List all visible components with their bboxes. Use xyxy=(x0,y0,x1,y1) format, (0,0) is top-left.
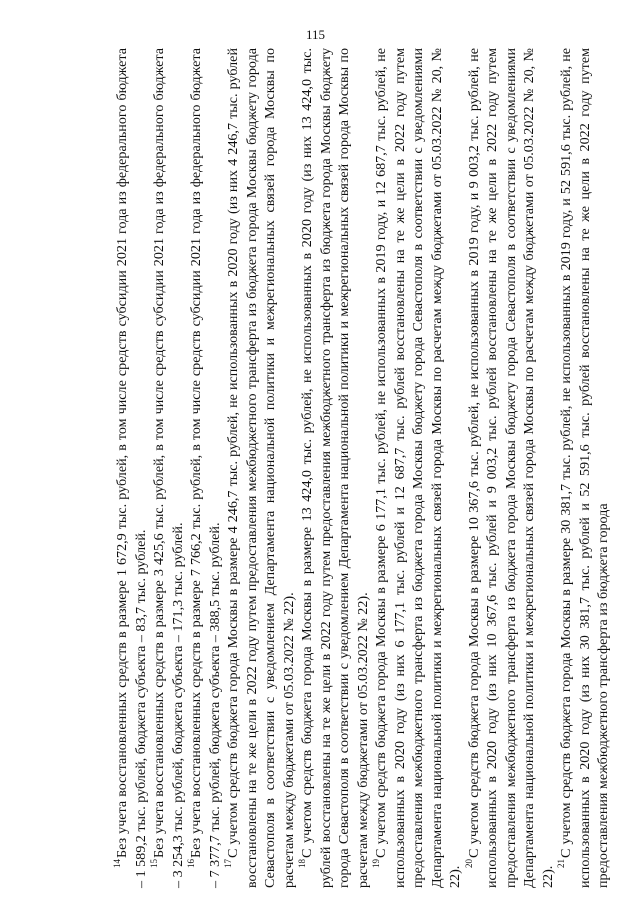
footnote-marker: 19 xyxy=(371,859,382,868)
footnote-text: С учетом средств бюджета города Москвы в размере 4 246,7 тыс. рублей, не использованных в 2020 году (из них 4 246,7 тыс. рублей восстановлены на те же цели в 2022 году путем предоставления межбюджетного трансферта из бюджета города Москвы бюджету города Севастополя в соответствии с уведомлением Департамента национальной политики и межрегиональных связей города Москвы по расчетам между бюджетами от 05.03.2022 № 22). xyxy=(225,48,297,888)
footnote-text: Без учета восстановленных средств в размере 7 766,2 тыс. рублей, в том числе средств субсидии 2021 года из федерального бюджета – 7 377,7 тыс. рублей, бюджета субъекта – 388,5 тыс. рублей. xyxy=(188,48,223,888)
footnote-15 xyxy=(150,48,187,888)
footnote-marker: 15 xyxy=(149,859,160,868)
footnote-marker: 16 xyxy=(186,859,197,868)
footnote-21 xyxy=(557,48,613,888)
footnote-marker: 20 xyxy=(463,859,474,868)
footnote-marker: 18 xyxy=(297,859,308,868)
footnotes-block xyxy=(113,48,618,888)
footnote-text: Без учета восстановленных средств в размере 3 425,6 тыс. рублей, в том числе средств субсидии 2021 года из федерального бюджета – 3 254,3 тыс. рублей, бюджета субъекта – 171,3 тыс. рублей. xyxy=(151,48,186,888)
footnote-18 xyxy=(298,48,372,888)
footnote-16 xyxy=(187,48,224,888)
footnote-text: С учетом средств бюджета города Москвы в размере 30 381,7 тыс. рублей, не использованных в 2019 году, и 52 591,6 тыс. рублей, не использованных в 2020 году (из них 30 381,7 тыс. рублей и 52 591,6 тыс. рублей восстановлены на те же цели в 2022 году путем предоставления межбюджетного трансферта из бюджета города xyxy=(558,48,611,888)
footnote-14 xyxy=(113,48,150,888)
footnote-marker: 14 xyxy=(112,859,123,868)
footnote-marker: 17 xyxy=(223,859,234,868)
footnote-text: С учетом средств бюджета города Москвы в размере 13 424,0 тыс. рублей, не использованных в 2020 году (из них 13 424,0 тыс. рублей восстановлены на те же цели в 2022 году путем предоставления межбюджетного трансферта из бюджета города Москвы бюджету города Севастополя в соответствии с уведомлением Департамента национальной политики и межрегиональных связей города Москвы по расчетам между бюджетами от 05.03.2022 № 22). xyxy=(299,48,371,888)
footnote-20 xyxy=(465,48,558,888)
footnote-text: С учетом средств бюджета города Москвы в размере 6 177,1 тыс. рублей, не использованных в 2019 году, и 12 687,7 тыс. рублей, не использованных в 2020 году (из них 6 177,1 тыс. рублей и 12 687,7 тыс. рублей восстановлены на те же цели в 2022 году путем предоставления межбюджетного трансферта из бюджета города Москвы бюджету города Севастополя в соответствии с уведомлениями Департамента национальной политики и межрегиональных связей города Москвы по расчетам между бюджетами от 05.03.2022 № 20, № 22). xyxy=(373,48,463,888)
footnote-19 xyxy=(372,48,465,888)
page-number: 115 xyxy=(305,27,326,42)
footnote-marker: 21 xyxy=(556,859,567,868)
footnote-text: С учетом средств бюджета города Москвы в размере 10 367,6 тыс. рублей, не использованных в 2019 году, и 9 003,2 тыс. рублей, не использованных в 2020 году (из них 10 367,6 тыс. рублей и 9 003,2 тыс. рублей восстановлены на те же цели в 2022 году путем предоставления межбюджетного трансферта из бюджета города Москвы бюджету города Севастополя в соответствии с уведомлениями Департамента национальной политики и межрегиональных связей города Москвы по расчетам между бюджетами от 05.03.2022 № 20, № 22). xyxy=(465,48,556,888)
footnote-text: Без учета восстановленных средств в размере 1 672,9 тыс. рублей, в том числе средств субсидии 2021 года из федерального бюджета – 1 589,2 тыс. рублей, бюджета субъекта – 83,7 тыс. рублей. xyxy=(114,48,149,888)
footnote-17 xyxy=(224,48,298,888)
